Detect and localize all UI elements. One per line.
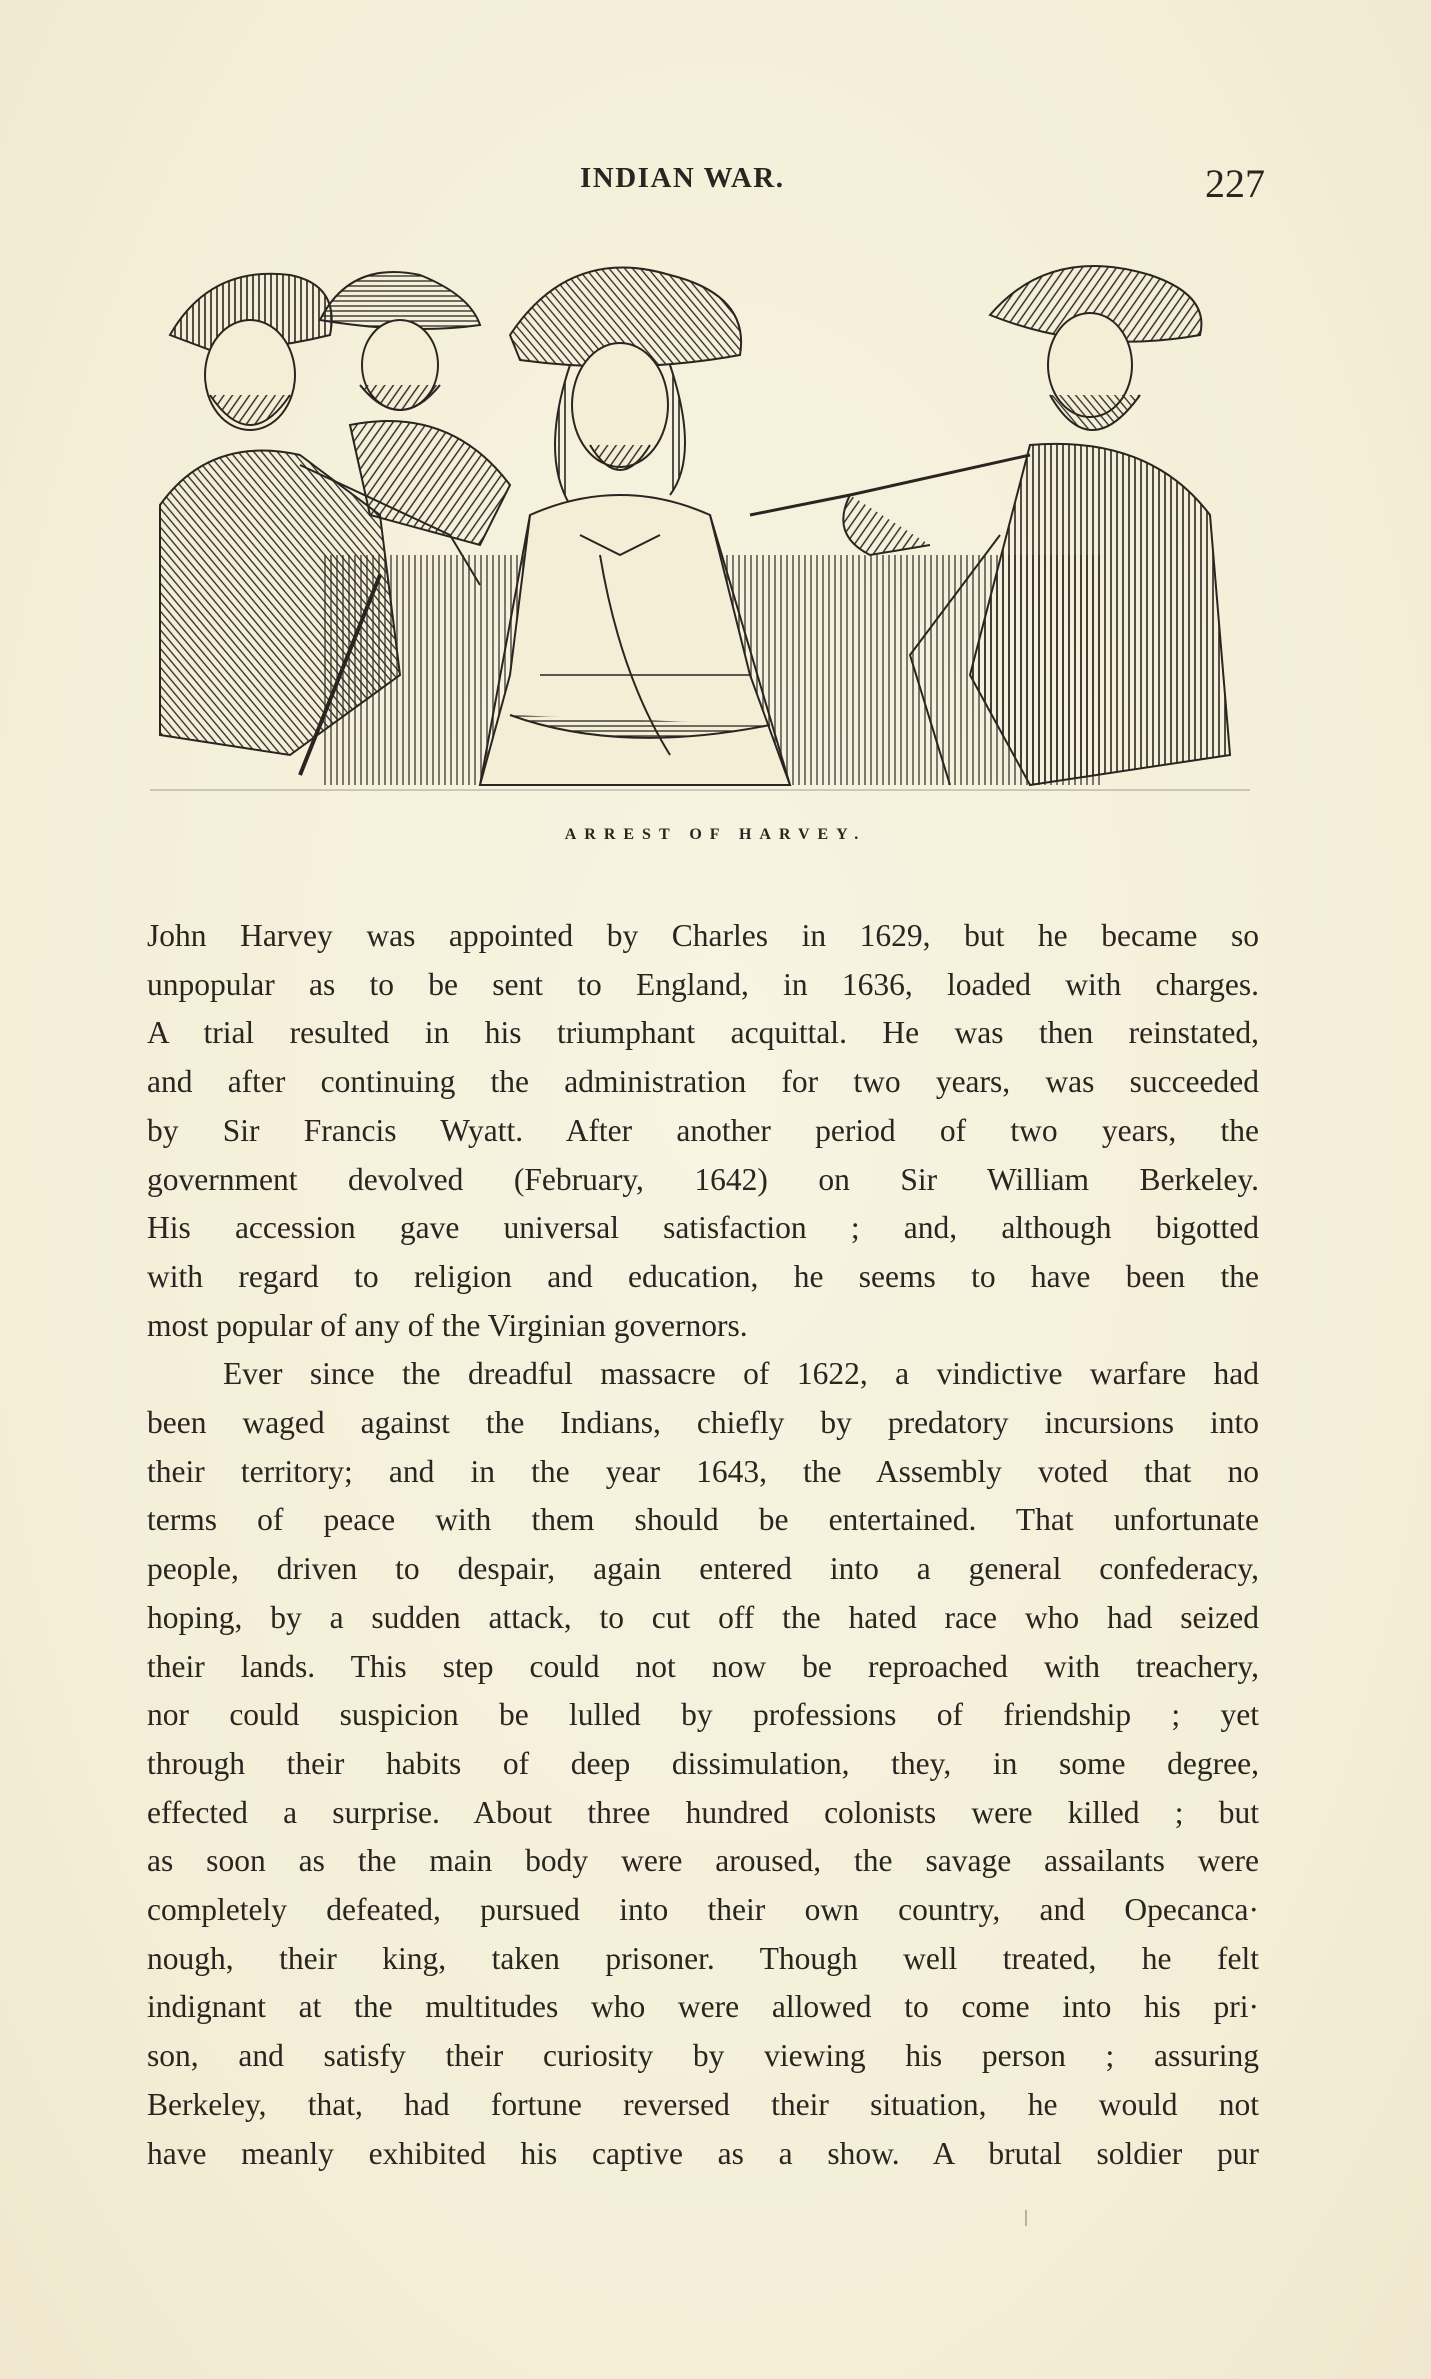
page-number: 227 bbox=[1205, 161, 1265, 206]
text-line: as soon as the main body were aroused, the savage assailants were bbox=[147, 1843, 1259, 1879]
text-line: most popular of any of the Virginian governors. bbox=[147, 1307, 748, 1343]
engraving-figures-icon bbox=[150, 255, 1250, 800]
text-line: A trial resulted in his triumphant acquittal. He was then reinstated, bbox=[147, 1015, 1259, 1051]
text-line: their territory; and in the year 1643, the Assembly voted that no bbox=[147, 1453, 1259, 1489]
running-head bbox=[0, 160, 1431, 210]
text-line: people, driven to despair, again entered into a general confederacy, bbox=[147, 1551, 1259, 1587]
text-line: Berkeley, that, had fortune reversed their situation, he would not bbox=[147, 2086, 1259, 2122]
text-line: son, and satisfy their curiosity by viewing his person ; assuring bbox=[147, 2038, 1259, 2074]
illustration-caption: ARREST OF HARVEY. bbox=[564, 826, 867, 843]
text-line: and after continuing the administration for two years, was succeeded bbox=[147, 1064, 1259, 1100]
text-line: government devolved (February, 1642) on Sir William Berkeley. bbox=[147, 1161, 1259, 1197]
text-line: have meanly exhibited his captive as a show. A brutal soldier pur bbox=[147, 2135, 1259, 2171]
text-line: John Harvey was appointed by Charles in 1629, but he became so bbox=[147, 918, 1259, 953]
figure-center bbox=[480, 268, 790, 786]
text-line: through their habits of deep dissimulation, they, in some degree, bbox=[147, 1745, 1259, 1781]
text-line: nough, their king, taken prisoner. Though well treated, he felt bbox=[147, 1940, 1259, 1976]
text-line: hoping, by a sudden attack, to cut off the hated race who had seized bbox=[147, 1599, 1259, 1635]
text-line: completely defeated, pursued into their own country, and Opecanca· bbox=[147, 1892, 1259, 1928]
running-title: INDIAN WAR. bbox=[580, 162, 785, 194]
page-mark bbox=[1025, 2210, 1027, 2226]
text-line: by Sir Francis Wyatt. After another period of two years, the bbox=[147, 1112, 1259, 1148]
body-text bbox=[147, 912, 1259, 2178]
text-line: their lands. This step could not now be reproached with treachery, bbox=[147, 1648, 1259, 1684]
text-line: unpopular as to be sent to England, in 1636, loaded with charges. bbox=[147, 966, 1259, 1002]
text-line: terms of peace with them should be entertained. That unfortunate bbox=[147, 1502, 1259, 1538]
text-line: effected a surprise. About three hundred colonists were killed ; but bbox=[147, 1794, 1259, 1830]
text-line: indignant at the multitudes who were allowed to come into his pri· bbox=[147, 1989, 1259, 2025]
text-line: with regard to religion and education, he seems to have been the bbox=[147, 1258, 1259, 1294]
text-line: nor could suspicion be lulled by professions of friendship ; yet bbox=[147, 1697, 1259, 1733]
text-line: been waged against the Indians, chiefly by predatory incursions into bbox=[147, 1405, 1259, 1441]
text-line: His accession gave universal satisfaction ; and, although bigotted bbox=[147, 1210, 1259, 1246]
text-line: Ever since the dreadful massacre of 1622, a vindictive warfare had bbox=[223, 1356, 1259, 1392]
